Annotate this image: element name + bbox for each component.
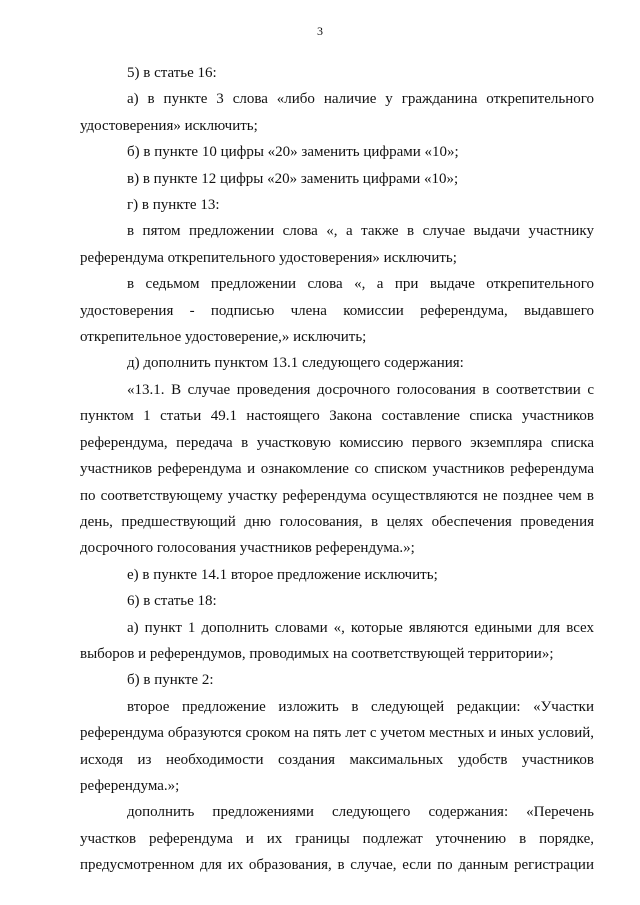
- document-body: [80, 60, 594, 879]
- paragraph-16-g: г) в пункте 13:: [127, 197, 220, 214]
- paragraph-18-a: а) пункт 1 дополнить словами «, которые являются едиными для всех выборов и референдумов, проводимых на соответствующей территории»;: [80, 619, 594, 662]
- paragraph-18-b: б) в пункте 2:: [127, 672, 214, 689]
- paragraph-18-b-second-sentence: второе предложение изложить в следующей редакции: «Участки референдума образуются сроком на пять лет с учетом местных и иных условий, исходя из необходимости создания максимальных удобств участников референдума.»;: [80, 698, 594, 794]
- page-number: 3: [317, 24, 323, 38]
- paragraph-13-1-text: «13.1. В случае проведения досрочного голосования в соответствии с пунктом 1 статьи 49.1 настоящего Закона составление списка участников референдума, передача в участковую комиссию первого экземпляра списка участников референдума и ознакомление со списком участников референдума по соответствующему участку референдума осуществляются не позднее чем в день, предшествующий дню голосования, в целях обеспечения проведения досрочного голосования участников референдума.»;: [80, 381, 594, 557]
- paragraph-18-b-additional-sentences: дополнить предложениями следующего содержания: «Перечень участков референдума и их границы подлежат уточнению в порядке, предусмотренном для их образования, в случае, если по данным регистрации: [80, 804, 594, 874]
- paragraph-article-18: 6) в статье 18:: [127, 593, 217, 610]
- paragraph-16-g-seventh-sentence: в седьмом предложении слова «, а при выдаче открепительного удостоверения - подписью члена комиссии референдума, выдавшего открепительное удостоверение,» исключить;: [80, 276, 594, 346]
- paragraph-16-v: в) в пункте 12 цифры «20» заменить цифрами «10»;: [127, 170, 459, 187]
- paragraph-16-d: д) дополнить пунктом 13.1 следующего содержания:: [127, 355, 464, 372]
- paragraph-16-e: е) в пункте 14.1 второе предложение исключить;: [127, 566, 438, 583]
- paragraph-article-16: 5) в статье 16:: [127, 65, 217, 81]
- paragraph-16-a: а) в пункте 3 слова «либо наличие у гражданина открепительного удостоверения» исключить;: [80, 91, 594, 134]
- paragraph-16-g-fifth-sentence: в пятом предложении слова «, а также в случае выдачи участнику референдума открепительного удостоверения» исключить;: [80, 223, 594, 266]
- paragraph-16-b: б) в пункте 10 цифры «20» заменить цифрами «10»;: [127, 144, 459, 161]
